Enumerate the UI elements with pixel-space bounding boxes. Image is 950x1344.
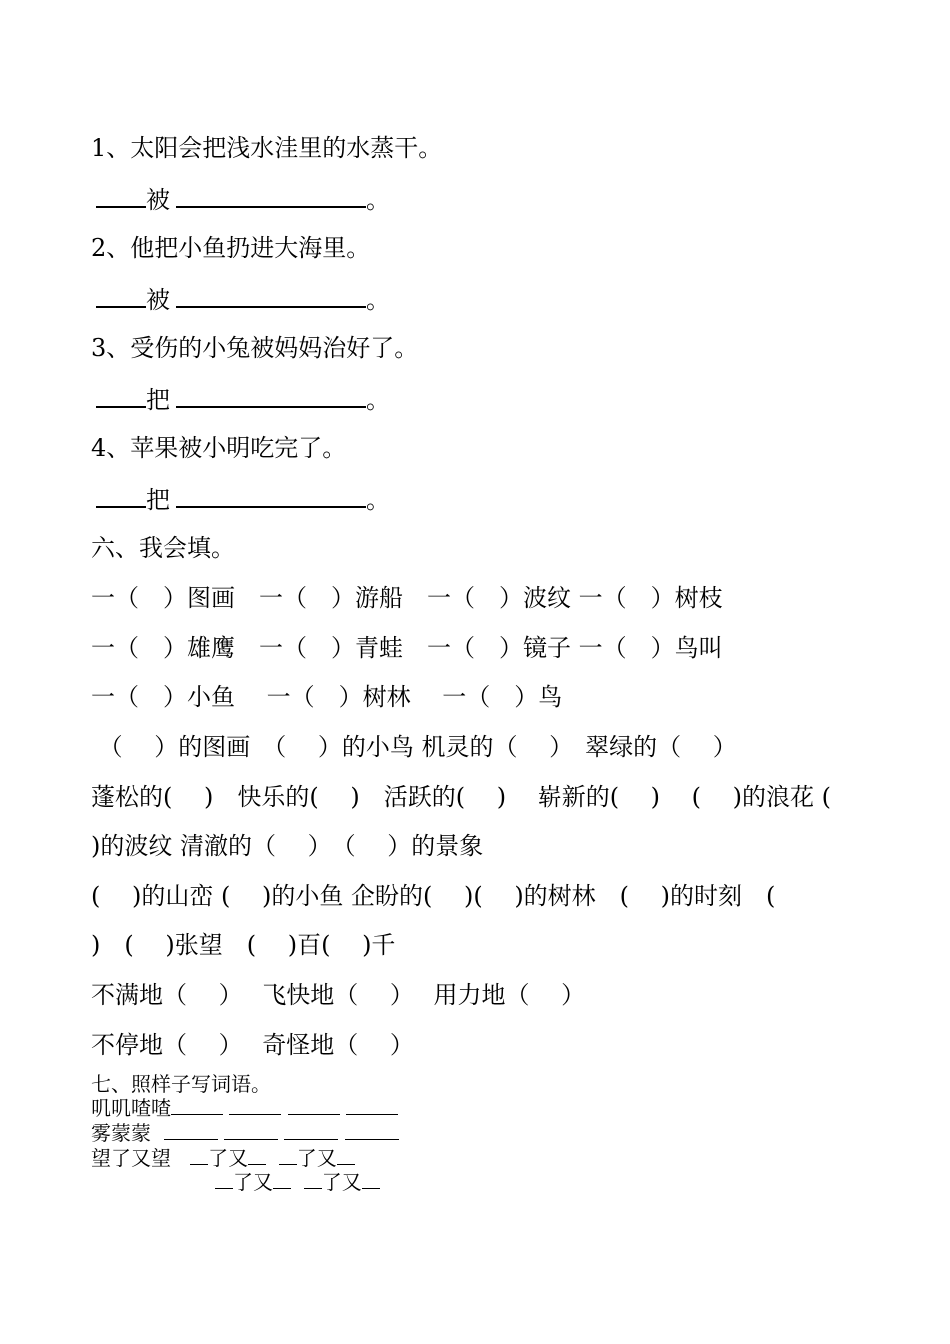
connector-word: 被: [146, 186, 170, 214]
answer-blank[interactable]: [362, 1170, 380, 1189]
rewrite-line-4: [96, 484, 390, 515]
connector-word: 把: [146, 386, 170, 414]
fill-row: 不停地（ ） 奇怪地（ ）: [91, 1031, 414, 1059]
fill-row: )的波纹 清澈的（ ） （ ）的景象: [91, 832, 484, 860]
fill-row: ) ( )张望 ( )百( )千: [91, 931, 396, 959]
answer-blank[interactable]: [224, 1121, 278, 1140]
pattern-text: 了又: [296, 1146, 337, 1170]
answer-blank[interactable]: [215, 1170, 233, 1189]
answer-blank[interactable]: [279, 1146, 297, 1165]
pattern-text: 了又: [233, 1170, 273, 1194]
answer-blank[interactable]: [96, 384, 146, 408]
fill-row: 蓬松的( ) 快乐的( ) 活跃的( ) 崭新的( ) ( )的浪花 (: [91, 783, 832, 811]
section-6-title: 六、我会填。: [91, 534, 235, 562]
fill-row: 一（ ）雄鹰 一（ ）青蛙 一（ ）镜子 一（ ）鸟叫: [91, 634, 723, 662]
answer-blank[interactable]: [176, 484, 366, 508]
answer-blank[interactable]: [229, 1096, 281, 1115]
fill-row: ( )的山峦 ( )的小鱼 企盼的( )( )的树林 ( )的时刻 (: [91, 882, 776, 910]
section-7-title: 七、照样子写词语。: [91, 1072, 271, 1096]
sentence-2: 2、他把小鱼扔进大海里。: [91, 234, 371, 262]
answer-blank[interactable]: [304, 1170, 322, 1189]
answer-blank[interactable]: [176, 284, 366, 308]
answer-blank[interactable]: [284, 1121, 338, 1140]
answer-blank[interactable]: [96, 484, 146, 508]
answer-blank[interactable]: [176, 384, 366, 408]
sentence-4: 4、苹果被小明吃完了。: [91, 434, 347, 462]
answer-blank[interactable]: [96, 184, 146, 208]
fill-row: 一（ ）图画 一（ ）游船 一（ ）波纹 一（ ）树枝: [91, 584, 723, 612]
example-word: 望了又望: [91, 1146, 171, 1170]
answer-blank[interactable]: [288, 1096, 340, 1115]
period: 。: [366, 486, 390, 514]
pattern-text: 了又: [208, 1146, 249, 1170]
answer-blank[interactable]: [345, 1121, 399, 1140]
answer-blank[interactable]: [337, 1146, 355, 1165]
answer-blank[interactable]: [273, 1170, 291, 1189]
answer-blank[interactable]: [346, 1096, 398, 1115]
pattern-row-2: [91, 1121, 399, 1145]
pattern-row-1: [91, 1096, 398, 1120]
rewrite-line-2: [96, 284, 390, 315]
period: 。: [366, 386, 390, 414]
pattern-row-3: [91, 1146, 355, 1170]
answer-blank[interactable]: [176, 184, 366, 208]
pattern-text: 了又: [321, 1170, 362, 1194]
rewrite-line-3: [96, 384, 390, 415]
answer-blank[interactable]: [171, 1096, 223, 1115]
answer-blank[interactable]: [96, 284, 146, 308]
answer-blank[interactable]: [248, 1146, 266, 1165]
example-word: 叽叽喳喳: [91, 1096, 171, 1120]
sentence-1: 1、太阳会把浅水洼里的水蒸干。: [91, 134, 443, 162]
answer-blank[interactable]: [164, 1121, 218, 1140]
connector-word: 被: [146, 286, 170, 314]
fill-row: （ ）的图画 （ ）的小鸟 机灵的（ ） 翠绿的（ ）: [91, 733, 737, 761]
period: 。: [366, 286, 390, 314]
example-word: 雾蒙蒙: [91, 1121, 151, 1145]
pattern-row-4: [215, 1170, 380, 1194]
sentence-3: 3、受伤的小兔被妈妈治好了。: [91, 334, 419, 362]
answer-blank[interactable]: [190, 1146, 208, 1165]
period: 。: [366, 186, 390, 214]
rewrite-line-1: [96, 184, 390, 215]
fill-row: 不满地（ ） 飞快地（ ） 用力地（ ）: [91, 981, 586, 1009]
connector-word: 把: [146, 486, 170, 514]
fill-row: 一（ ）小鱼 一（ ）树林 一（ ）鸟: [91, 683, 563, 711]
